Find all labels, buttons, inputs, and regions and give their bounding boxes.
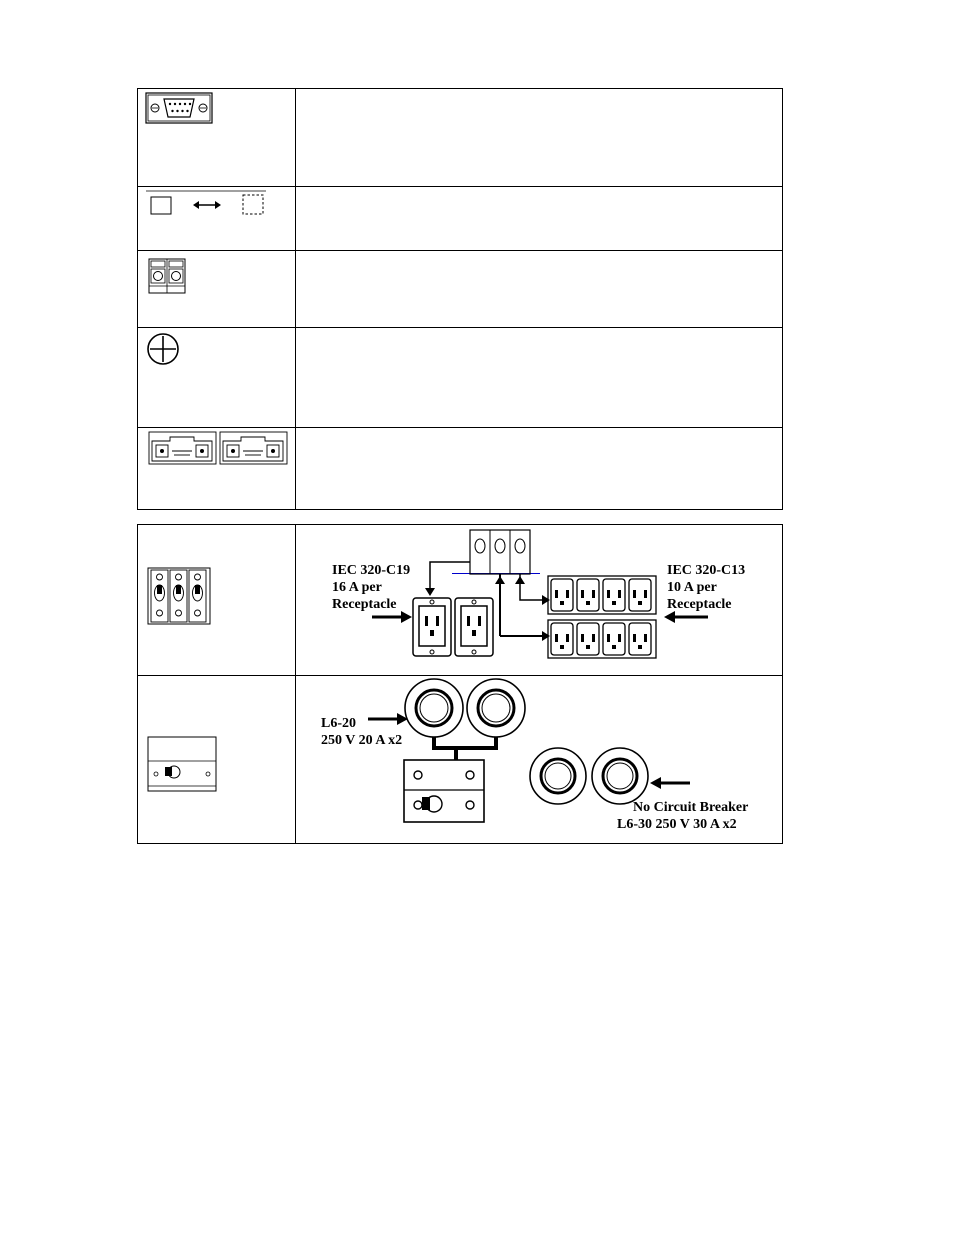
table-row-serial-port — [138, 89, 782, 187]
c13-label-line1: IEC 320-C13 — [667, 563, 746, 578]
l6-20-label-line1: L6-20 — [321, 716, 356, 731]
table-row-ground — [138, 328, 782, 428]
table-row-terminal-block — [138, 251, 782, 328]
c19-label-line3: Receptacle — [332, 597, 397, 612]
three-pole-breaker-icon — [147, 567, 211, 625]
rear-panel-table-1 — [137, 88, 783, 510]
card-swap-icon — [146, 189, 268, 217]
c19-label-line1: IEC 320-C19 — [332, 563, 411, 578]
table-row-card-swap — [138, 187, 782, 251]
db9-serial-port-icon — [145, 92, 213, 124]
c13-label-line2: 10 A per — [667, 580, 717, 595]
c13-label-clip — [666, 563, 748, 623]
l6-30-label-line1: No Circuit Breaker — [633, 800, 749, 815]
terminal-block-icon — [148, 258, 186, 294]
table-row-twist-lock — [138, 676, 782, 845]
c19-label-line2: 16 A per — [332, 580, 382, 595]
l6-30-receptacles — [528, 746, 652, 808]
arrow-right-icon — [368, 713, 408, 725]
breaker-module-icon — [147, 736, 217, 792]
arrow-left-icon — [650, 777, 690, 789]
table-row-connectors — [138, 428, 782, 511]
table-row-iec-receptacles — [138, 525, 782, 676]
rear-panel-table-2 — [137, 524, 783, 844]
l6-30-label-line2: L6-30 250 V 30 A x2 — [617, 817, 737, 832]
c13-label-line3: Receptacle — [667, 597, 732, 612]
c13-receptacle-banks — [547, 575, 659, 659]
connector-pair-icon — [148, 431, 288, 465]
l6-20-label-line2: 250 V 20 A x2 — [321, 733, 403, 748]
ground-screw-icon — [146, 332, 180, 366]
